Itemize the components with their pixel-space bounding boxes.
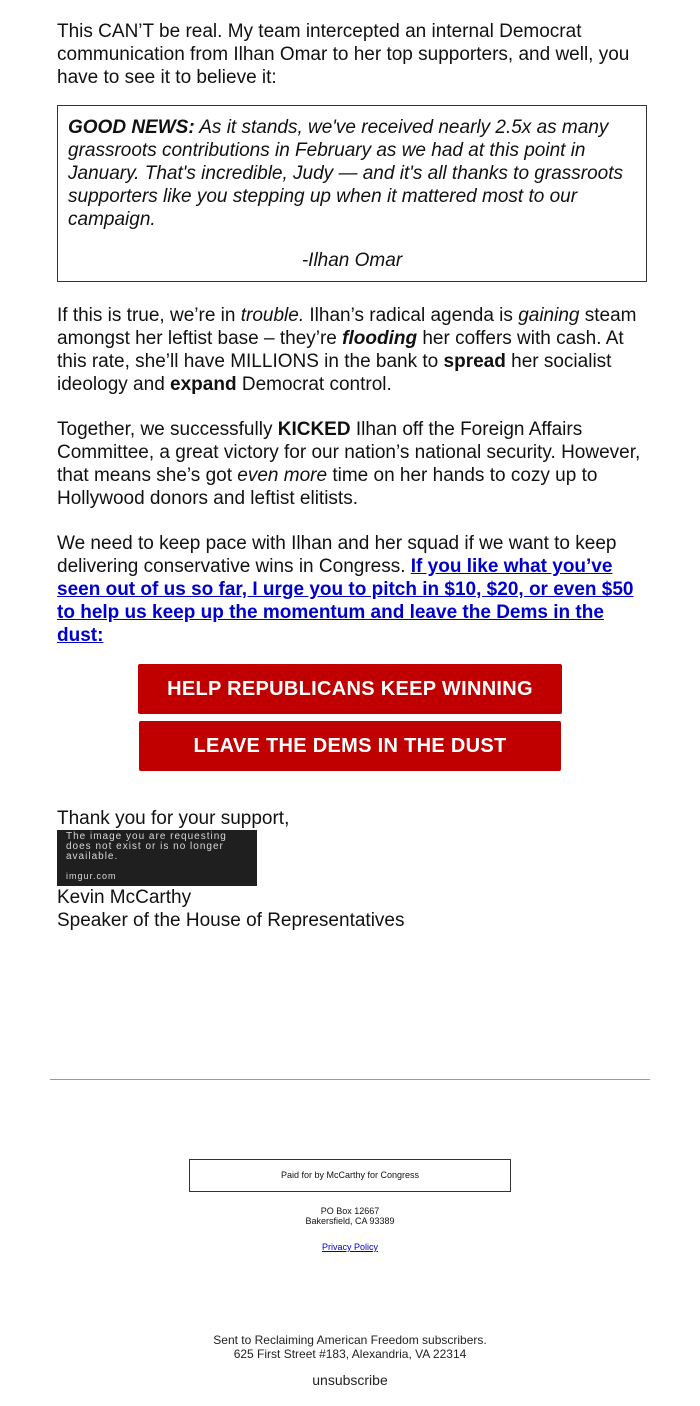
closing-line: Thank you for your support, xyxy=(57,808,290,829)
paragraph-kicked xyxy=(57,418,647,510)
signer-name: Kevin McCarthy xyxy=(57,887,192,908)
strong-emphasis: flooding xyxy=(342,328,418,349)
email-body xyxy=(57,20,647,647)
text-span: Together, we successfully xyxy=(57,419,278,440)
footer-divider xyxy=(50,1079,650,1080)
bold-word: expand xyxy=(170,374,237,395)
paid-for-disclaimer: Paid for by McCarthy for Congress xyxy=(189,1159,511,1192)
emphasis: even more xyxy=(237,465,328,486)
leave-dems-button[interactable]: LEAVE THE DEMS IN THE DUST xyxy=(139,721,561,771)
emphasis: trouble. xyxy=(240,305,305,326)
text-span: Ilhan’s radical agenda is xyxy=(304,305,519,326)
sent-to-notice xyxy=(0,1333,700,1361)
bold-word: spread xyxy=(443,351,506,372)
quote-signature: -Ilhan Omar xyxy=(301,250,403,271)
help-republicans-button[interactable]: HELP REPUBLICANS KEEP WINNING xyxy=(138,664,562,714)
text-span: time on her hands to cozy up to Hollywood donors and leftist elitists. xyxy=(57,465,598,509)
po-box: PO Box 12667 xyxy=(320,1206,380,1216)
city-line: Bakersfield, CA 93389 xyxy=(305,1216,395,1226)
signer-title: Speaker of the House of Representatives xyxy=(57,910,405,931)
donate-link[interactable]: If you like what you’ve seen out of us so far, I urge you to pitch in $10, $20, or even $50 to help us keep up the momentum and leave the Dems in the dust: xyxy=(57,556,634,646)
unsubscribe-link[interactable]: unsubscribe xyxy=(312,1372,388,1388)
sender-address: 625 First Street #183, Alexandria, VA 22314 xyxy=(233,1347,467,1361)
text-span: her coffers with cash. At this rate, she’ll have MILLIONS in the bank to xyxy=(57,328,624,372)
signer-block xyxy=(57,886,404,932)
privacy-policy-link[interactable]: Privacy Policy xyxy=(321,1242,378,1252)
missing-image-message: The image you are requesting does not exist or is no longer available. xyxy=(66,831,227,862)
text-span: We need to keep pace with Ilhan and her squad if we want to keep delivering conservative wins in Congress. xyxy=(57,533,617,577)
quote-text xyxy=(68,116,636,231)
privacy-row xyxy=(0,1242,700,1252)
emphasis: gaining xyxy=(518,305,580,326)
mailing-address xyxy=(0,1206,700,1226)
signature-image-placeholder xyxy=(57,830,257,886)
paragraph-trouble xyxy=(57,304,647,396)
sent-to-line: Sent to Reclaiming American Freedom subscribers. xyxy=(213,1333,487,1347)
quote-lead: GOOD NEWS: xyxy=(68,117,195,138)
bold-word: KICKED xyxy=(277,419,351,440)
text-span: Ilhan off the Foreign Affairs Committee, a great victory for our nation’s national security. However, that means she’s got xyxy=(57,419,641,486)
quote-box xyxy=(57,105,647,282)
intro-paragraph: This CAN’T be real. My team intercepted an internal Democrat communication from Ilhan Omar to her top supporters, and well, you have to see it to believe it: xyxy=(57,21,630,88)
image-source-label: imgur.com xyxy=(66,871,117,881)
text-span: Democrat control. xyxy=(236,374,392,395)
text-span: If this is true, we’re in xyxy=(57,305,241,326)
paragraph-appeal xyxy=(57,532,647,647)
text-span: her socialist ideology and xyxy=(57,351,612,395)
quote-body: As it stands, we've received nearly 2.5x as many grassroots contributions in February as we had at this point in January. That's incredible, Judy — and it's all thanks to grassroots supporters like you stepping up when it mattered most to our campaign. xyxy=(68,117,623,230)
text-span: steam amongst her leftist base – they’re xyxy=(57,305,637,349)
